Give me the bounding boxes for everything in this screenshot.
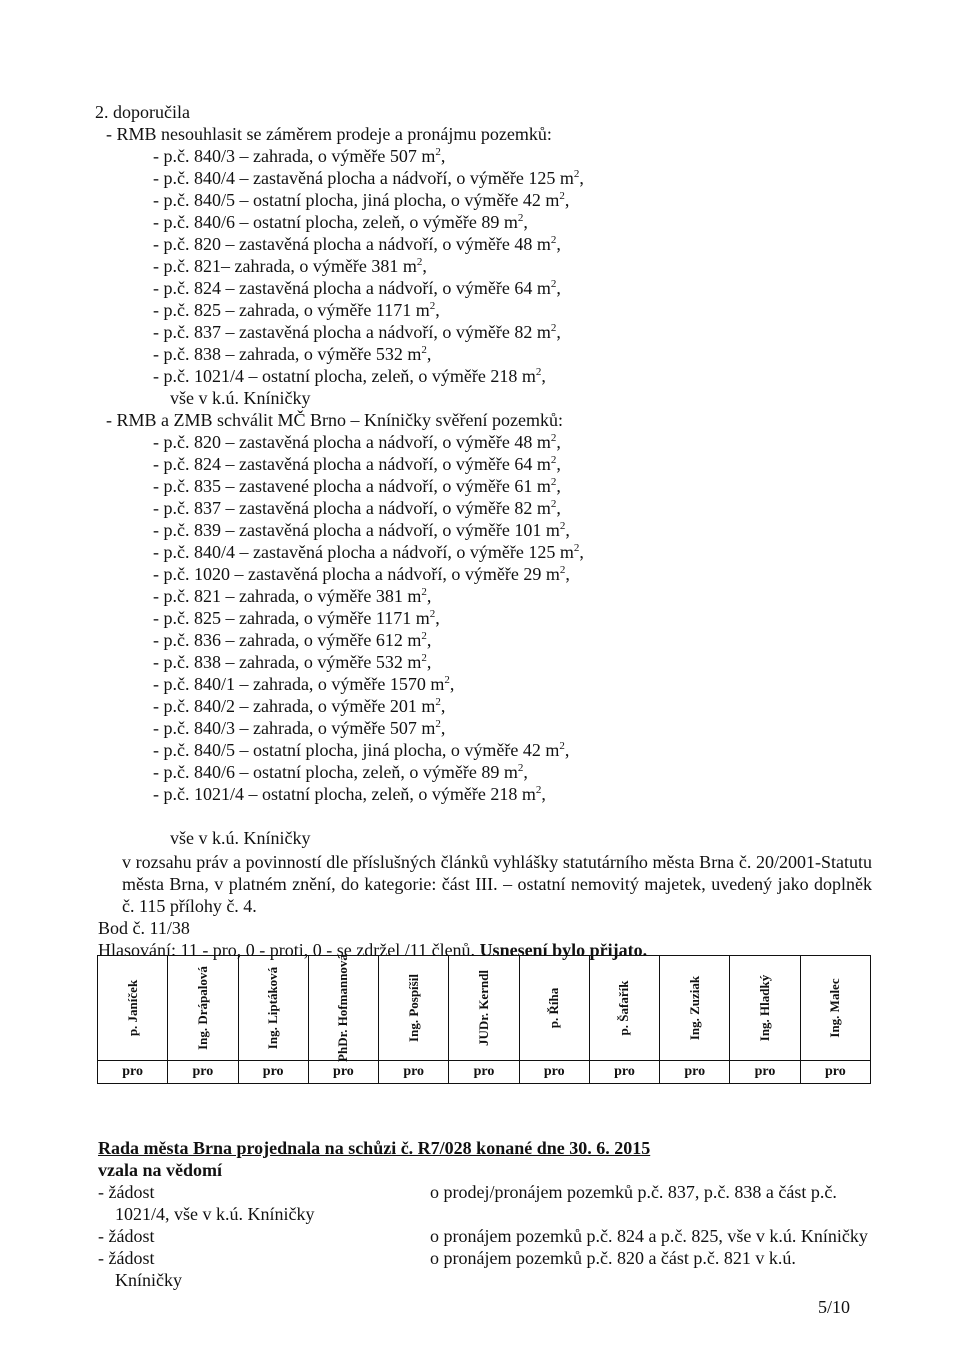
parcel-text: - p.č. 839 – zastavěná plocha a nádvoří, o výměře 101 m	[153, 520, 560, 540]
unit-exponent: 2	[550, 432, 557, 444]
parcel-list-item	[153, 233, 561, 255]
unit-exponent: 2	[429, 608, 436, 620]
parcel-list-item	[153, 211, 528, 233]
voting-names-row	[98, 956, 871, 1061]
parcel-punctuation: ,	[556, 454, 561, 474]
member-vote: pro	[379, 1061, 449, 1084]
parcel-list-item	[153, 299, 440, 321]
statute-paragraph: v rozsahu práv a povinností dle příslušných článků vyhlášky statutárního města Brna č. 20/2001-Statutu města Brna, v platném znění, do kategorie: část III. – ostatní nemovitý majetek, uvedený jako doplněk č. 115 přílohy č. 4.	[122, 852, 872, 916]
member-name: p. Janíček	[124, 979, 140, 1037]
parcel-list-item	[153, 563, 570, 585]
member-name: PhDr. Hofmannová	[335, 954, 351, 1062]
parcel-text: - p.č. 1021/4 – ostatní plocha, zeleň, o výměře 218 m	[153, 366, 536, 386]
parcel-text: - p.č. 840/6 – ostatní plocha, zeleň, o výměře 89 m	[153, 212, 518, 232]
unit-exponent: 2	[435, 146, 441, 158]
unit-exponent: 2	[535, 366, 542, 378]
parcel-list-item	[153, 541, 584, 563]
member-vote: pro	[800, 1061, 870, 1084]
parcel-text: - p.č. 825 – zahrada, o výměře 1171 m	[153, 608, 430, 628]
parcel-punctuation: ,	[426, 652, 432, 672]
page-number: 5/10	[818, 1297, 851, 1317]
parcel-text: - p.č. 840/2 – zahrada, o výměře 201 m	[153, 696, 436, 716]
section2-intro: - RMB a ZMB schválit MČ Brno – Kníničky svěření pozemků:	[106, 410, 563, 430]
unit-exponent: 2	[573, 168, 580, 180]
parcel-list-item	[153, 365, 546, 387]
parcel-text: - p.č. 820 – zastavěná plocha a nádvoří, o výměře 48 m	[153, 234, 551, 254]
parcel-punctuation: ,	[565, 520, 570, 540]
parcel-list-item	[153, 629, 431, 651]
parcel-punctuation: ,	[556, 476, 561, 496]
unit-exponent: 2	[559, 740, 565, 752]
unit-exponent: 2	[559, 564, 566, 576]
member-name: JUDr. Kerndl	[475, 969, 491, 1047]
request-detail-cont: 1021/4, vše v k.ú. Kníničky	[115, 1204, 315, 1224]
parcel-list-item	[153, 145, 445, 167]
parcel-text: - p.č. 840/3 – zahrada, o výměře 507 m	[153, 718, 436, 738]
parcel-list-item	[153, 431, 561, 453]
parcel-list-item	[153, 475, 561, 497]
member-name: Ing. Pospíšil	[405, 974, 421, 1042]
unit-exponent: 2	[559, 520, 566, 532]
member-name-cell	[308, 956, 378, 1061]
parcel-list-item	[153, 453, 561, 475]
parcel-punctuation: ,	[523, 762, 528, 782]
member-name-cell	[730, 956, 800, 1061]
parcel-punctuation: ,	[564, 740, 570, 760]
parcel-list-item	[153, 585, 431, 607]
member-name-cell	[449, 956, 519, 1061]
member-vote: pro	[168, 1061, 238, 1084]
member-name: p. Říha	[546, 987, 562, 1029]
unit-exponent: 2	[550, 278, 557, 290]
parcel-list-item	[153, 673, 454, 695]
parcel-text: - p.č. 840/1 – zahrada, o výměře 1570 m	[153, 674, 445, 694]
member-name-cell	[800, 956, 870, 1061]
unit-exponent: 2	[535, 784, 542, 796]
request-detail: o prodej/pronájem pozemků p.č. 837, p.č. 838 a část p.č.	[430, 1182, 837, 1202]
unit-exponent: 2	[550, 322, 557, 334]
rada-title: Rada města Brna projednala na schůzi č. R7/028 konané dne 30. 6. 2015	[98, 1138, 651, 1158]
member-name-cell	[519, 956, 589, 1061]
member-vote: pro	[730, 1061, 800, 1084]
unit-exponent: 2	[421, 652, 427, 664]
parcel-list-item	[153, 167, 584, 189]
parcel-punctuation: ,	[556, 322, 561, 342]
section1-footer: vše v k.ú. Kníničky	[170, 388, 311, 408]
unit-exponent: 2	[573, 542, 580, 554]
request-detail: o pronájem pozemků p.č. 824 a p.č. 825, vše v k.ú. Kníničky	[430, 1226, 868, 1246]
member-vote: pro	[660, 1061, 730, 1084]
parcel-punctuation: ,	[435, 608, 440, 628]
member-name: Ing. Drápalová	[194, 966, 210, 1050]
parcel-text: - p.č. 1020 – zastavěná plocha a nádvoří, o výměře 29 m	[153, 564, 560, 584]
parcel-punctuation: ,	[541, 366, 546, 386]
member-vote: pro	[519, 1061, 589, 1084]
parcel-list-item	[153, 277, 561, 299]
unit-exponent: 2	[559, 190, 565, 202]
parcel-text: - p.č. 824 – zastavěná plocha a nádvoří, o výměře 64 m	[153, 454, 551, 474]
parcel-punctuation: ,	[426, 344, 432, 364]
member-vote: pro	[98, 1061, 168, 1084]
unit-exponent: 2	[421, 586, 427, 598]
parcel-list-item	[153, 695, 445, 717]
voting-count: Hlasování: 11 - pro, 0 - proti, 0 - se zdržel /11 členů.	[98, 940, 480, 960]
parcel-punctuation: ,	[564, 190, 570, 210]
parcel-punctuation: ,	[449, 674, 455, 694]
parcel-punctuation: ,	[422, 256, 427, 276]
unit-exponent: 2	[421, 344, 427, 356]
parcel-text: - p.č. 821– zahrada, o výměře 381 m	[153, 256, 417, 276]
parcel-punctuation: ,	[440, 696, 446, 716]
parcel-punctuation: ,	[440, 718, 446, 738]
parcel-list-item	[153, 717, 445, 739]
unit-exponent: 2	[517, 212, 524, 224]
member-name: Ing. Liptáková	[265, 966, 281, 1050]
section1-intro: - RMB nesouhlasit se záměrem prodeje a pronájmu pozemků:	[106, 124, 552, 144]
unit-exponent: 2	[444, 674, 450, 686]
unit-exponent: 2	[435, 718, 441, 730]
parcel-text: - p.č. 838 – zahrada, o výměře 532 m	[153, 652, 422, 672]
parcel-list-item	[153, 497, 561, 519]
parcel-text: - p.č. 821 – zahrada, o výměře 381 m	[153, 586, 422, 606]
member-vote: pro	[589, 1061, 659, 1084]
voting-values-row	[98, 1061, 871, 1084]
parcel-text: - p.č. 824 – zastavěná plocha a nádvoří, o výměře 64 m	[153, 278, 551, 298]
member-name-cell	[660, 956, 730, 1061]
parcel-text: - p.č. 840/5 – ostatní plocha, jiná plocha, o výměře 42 m	[153, 190, 560, 210]
parcel-text: - p.č. 836 – zahrada, o výměře 612 m	[153, 630, 422, 650]
parcel-list-item	[153, 189, 569, 211]
rada-subtitle: vzala na vědomí	[98, 1160, 222, 1180]
request-detail: o pronájem pozemků p.č. 820 a část p.č. 821 v k.ú.	[430, 1248, 796, 1268]
parcel-list-item	[153, 651, 431, 673]
request-label: - žádost	[98, 1182, 155, 1202]
parcel-punctuation: ,	[579, 542, 584, 562]
member-vote: pro	[449, 1061, 519, 1084]
parcel-punctuation: ,	[556, 498, 561, 518]
parcel-punctuation: ,	[426, 586, 432, 606]
parcel-punctuation: ,	[523, 212, 528, 232]
parcel-punctuation: ,	[541, 784, 546, 804]
parcel-text: - p.č. 825 – zahrada, o výměře 1171 m	[153, 300, 430, 320]
unit-exponent: 2	[435, 696, 441, 708]
member-name: Ing. Hladký	[757, 974, 773, 1042]
member-name-cell	[238, 956, 308, 1061]
section2-footer: vše v k.ú. Kníničky	[170, 828, 311, 848]
parcel-punctuation: ,	[440, 146, 446, 166]
parcel-text: - p.č. 840/4 – zastavěná plocha a nádvoří, o výměře 125 m	[153, 168, 574, 188]
member-vote: pro	[308, 1061, 378, 1084]
section-heading: 2. doporučila	[95, 102, 190, 122]
voting-result: Usnesení bylo přijato.	[479, 940, 648, 960]
voting-table	[97, 955, 871, 1084]
member-name: p. Šafařík	[616, 980, 632, 1036]
parcel-list-item	[153, 519, 570, 541]
bod-number: Bod č. 11/38	[98, 918, 190, 938]
parcel-list-item	[153, 607, 440, 629]
parcel-text: - p.č. 837 – zastavěná plocha a nádvoří, o výměře 82 m	[153, 322, 551, 342]
parcel-punctuation: ,	[556, 432, 561, 452]
parcel-text: - p.č. 840/3 – zahrada, o výměře 507 m	[153, 146, 436, 166]
parcel-text: - p.č. 837 – zastavěná plocha a nádvoří, o výměře 82 m	[153, 498, 551, 518]
unit-exponent: 2	[429, 300, 436, 312]
unit-exponent: 2	[550, 476, 557, 488]
parcel-list-item	[153, 739, 569, 761]
parcel-list-item	[153, 783, 546, 805]
unit-exponent: 2	[421, 630, 427, 642]
parcel-list-item	[153, 761, 528, 783]
member-name-cell	[379, 956, 449, 1061]
parcel-punctuation: ,	[556, 234, 561, 254]
member-vote: pro	[238, 1061, 308, 1084]
unit-exponent: 2	[550, 498, 557, 510]
member-name-cell	[98, 956, 168, 1061]
unit-exponent: 2	[416, 256, 423, 268]
parcel-punctuation: ,	[556, 278, 561, 298]
unit-exponent: 2	[550, 454, 557, 466]
parcel-text: - p.č. 820 – zastavěná plocha a nádvoří, o výměře 48 m	[153, 432, 551, 452]
unit-exponent: 2	[517, 762, 524, 774]
parcel-list-item	[153, 343, 431, 365]
parcel-list-item	[153, 321, 561, 343]
request-detail-cont: Kníničky	[115, 1270, 182, 1290]
parcel-punctuation: ,	[565, 564, 570, 584]
parcel-text: - p.č. 838 – zahrada, o výměře 532 m	[153, 344, 422, 364]
parcel-text: - p.č. 1021/4 – ostatní plocha, zeleň, o výměře 218 m	[153, 784, 536, 804]
request-label: - žádost	[98, 1226, 155, 1246]
member-name: Ing. Zuziak	[686, 975, 702, 1041]
parcel-punctuation: ,	[426, 630, 432, 650]
member-name: Ing. Malec	[827, 978, 843, 1038]
parcel-text: - p.č. 840/5 – ostatní plocha, jiná plocha, o výměře 42 m	[153, 740, 560, 760]
parcel-text: - p.č. 840/6 – ostatní plocha, zeleň, o výměře 89 m	[153, 762, 518, 782]
parcel-punctuation: ,	[435, 300, 440, 320]
parcel-text: - p.č. 840/4 – zastavěná plocha a nádvoří, o výměře 125 m	[153, 542, 574, 562]
request-label: - žádost	[98, 1248, 155, 1268]
parcel-punctuation: ,	[579, 168, 584, 188]
member-name-cell	[589, 956, 659, 1061]
parcel-text: - p.č. 835 – zastavené plocha a nádvoří, o výměře 61 m	[153, 476, 551, 496]
unit-exponent: 2	[550, 234, 557, 246]
parcel-list-item	[153, 255, 427, 277]
member-name-cell	[168, 956, 238, 1061]
